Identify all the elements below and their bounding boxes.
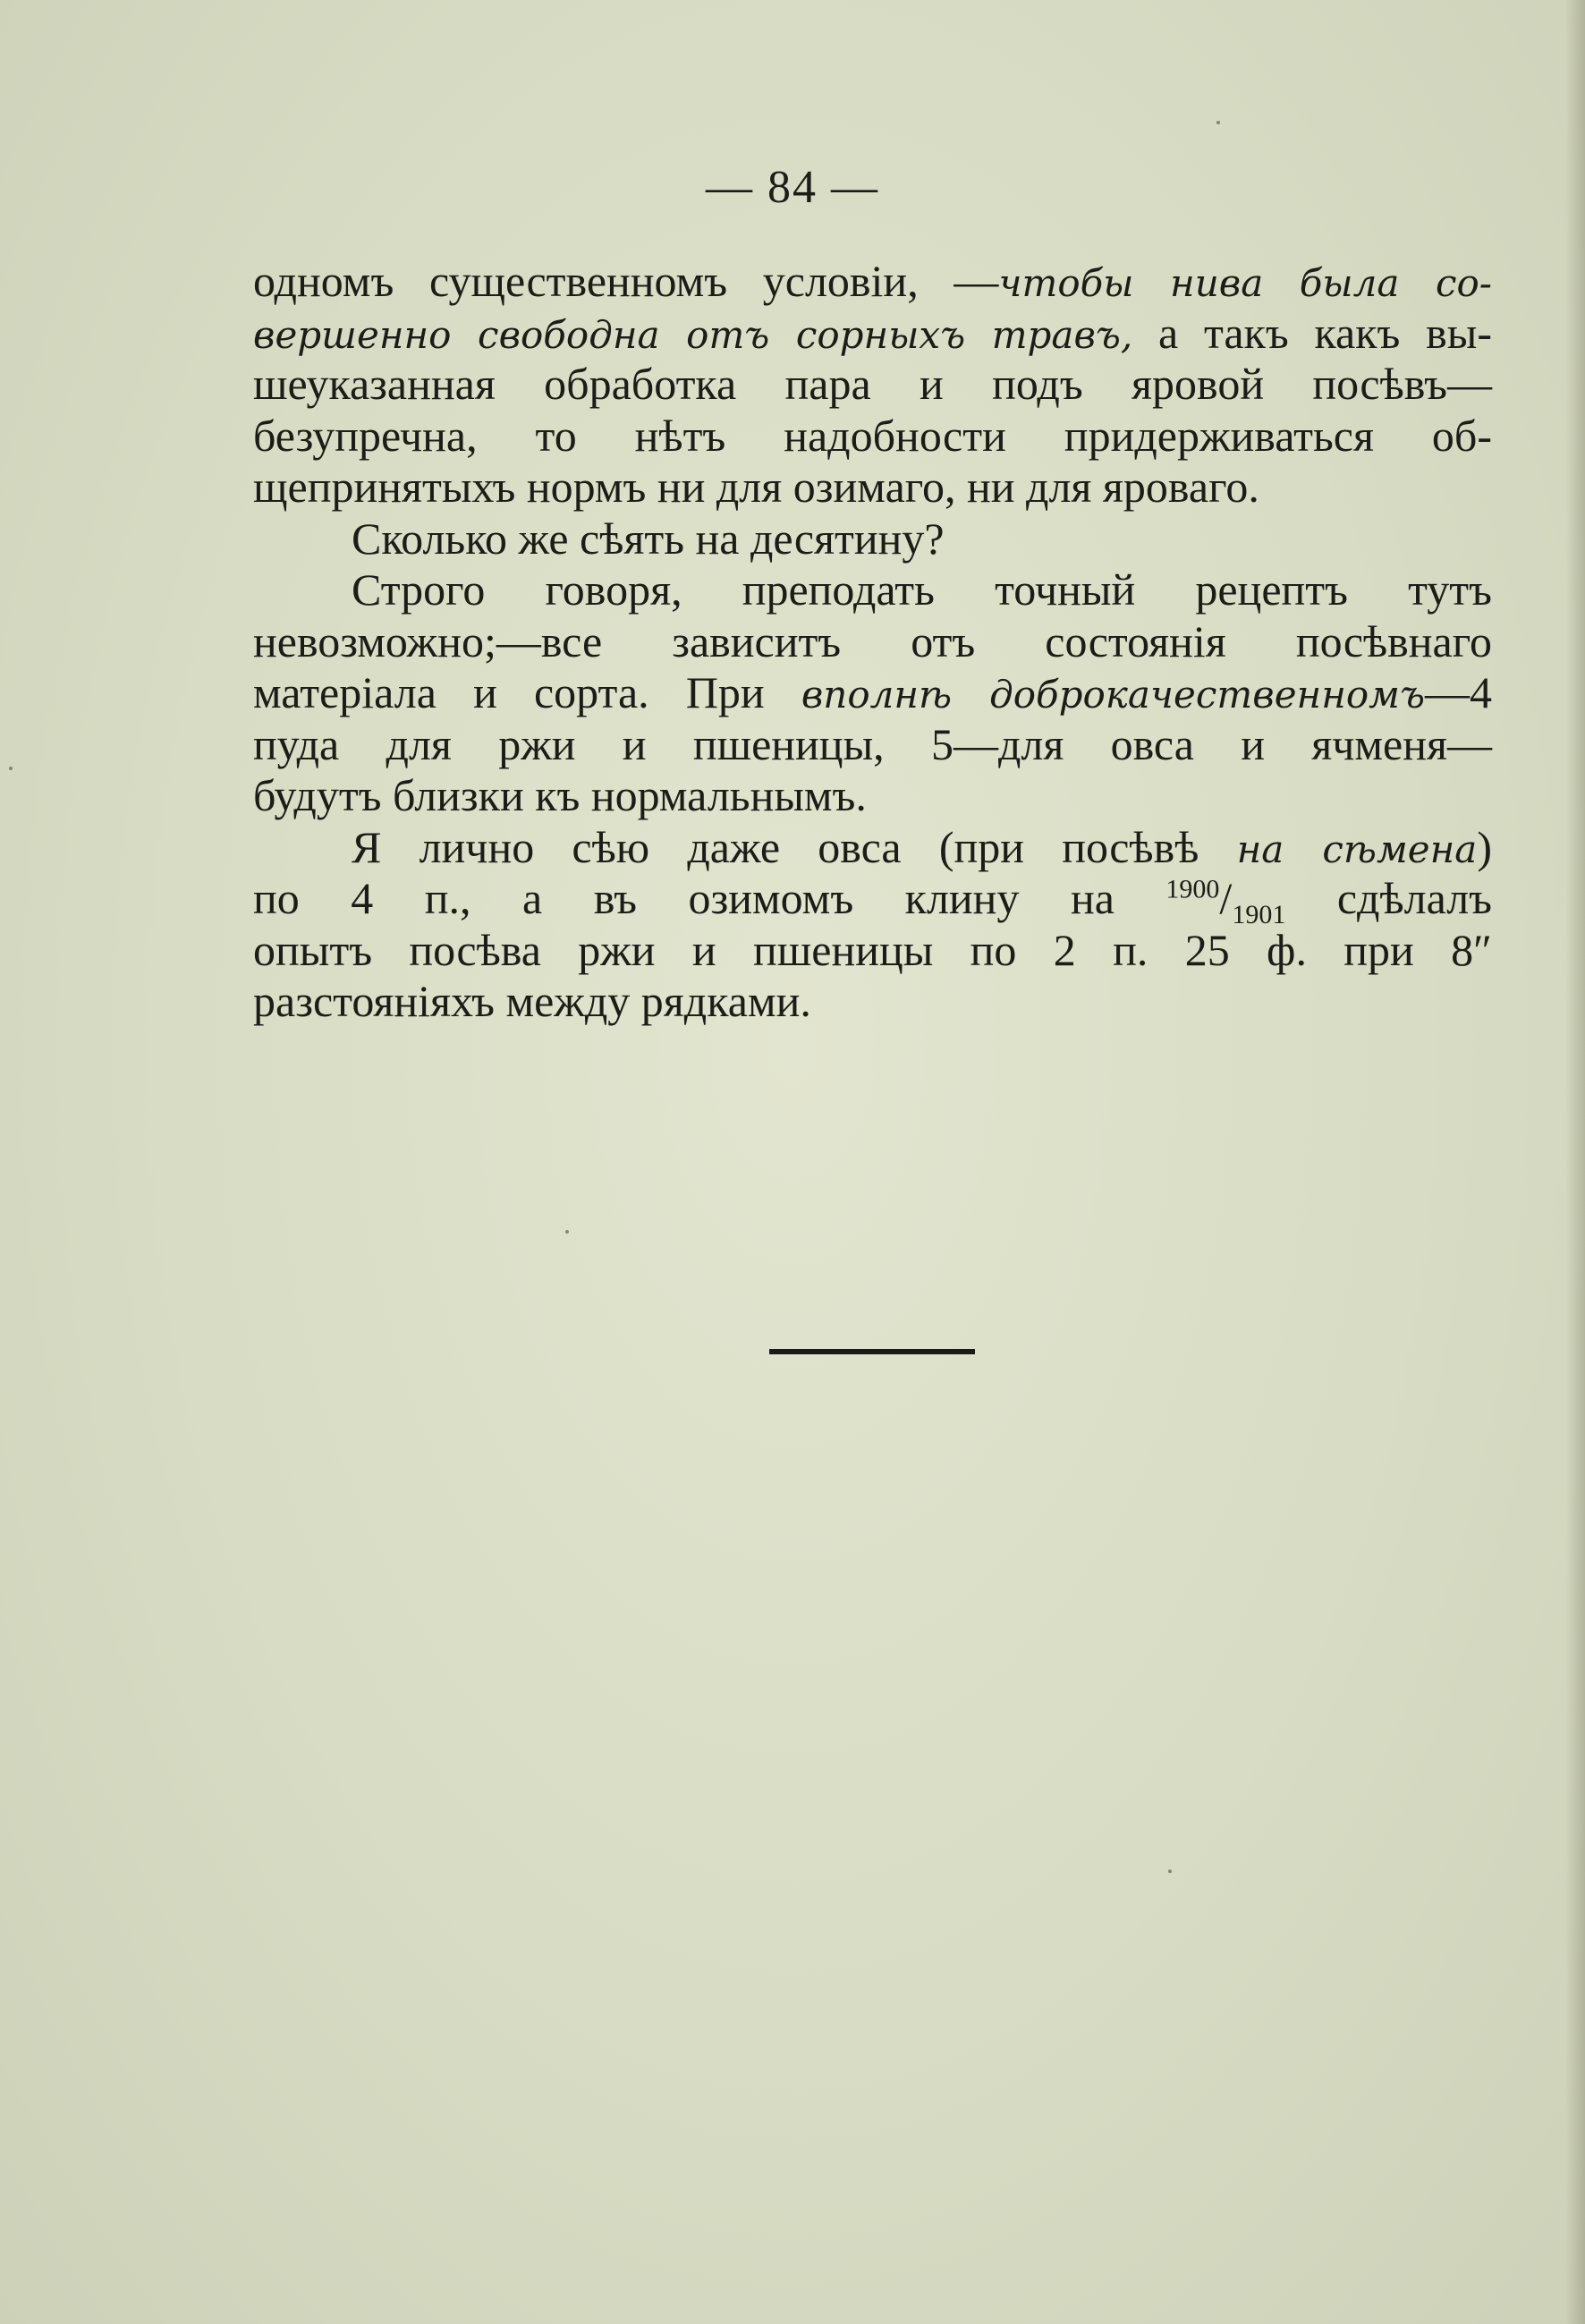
text-line <box>253 873 1493 929</box>
page-edge-shadow <box>1565 0 1585 2324</box>
italic-text: вполнѣ доброкачественномъ <box>801 673 1425 717</box>
section-end-rule <box>769 1349 975 1354</box>
italic-text: вершенно свободна отъ сорныхъ травъ, <box>253 312 1133 357</box>
body-text <box>253 256 1492 1028</box>
text-line <box>253 616 1492 668</box>
text-segment: невозможно;—все зависитъ отъ состоянія посѣвнаго <box>253 615 1492 666</box>
text-line <box>253 256 1492 308</box>
text-segment: а такъ какъ вы- <box>1132 307 1492 358</box>
text-line <box>253 411 1492 462</box>
paper-speck <box>9 767 13 770</box>
text-line <box>253 770 1492 822</box>
text-segment: матеріала и сорта. При <box>253 667 801 717</box>
text-segment: шеуказанная обработка пара и подъ яровой посѣвъ— <box>253 359 1492 409</box>
paper-speck <box>1168 1870 1172 1873</box>
text-segment: —4 <box>1425 667 1492 717</box>
subscript-text: 1901 <box>1232 900 1286 929</box>
text-line <box>253 513 1492 565</box>
page-number: — 84 — <box>706 162 879 213</box>
text-line <box>253 308 1492 360</box>
text-line <box>253 822 1492 874</box>
text-line <box>253 719 1492 771</box>
text-segment: одномъ существенномъ условіи, — <box>253 256 999 306</box>
italic-text: чтобы нива была со- <box>998 261 1492 305</box>
text-segment: пуда для ржи и пшеницы, 5—для овса и ячменя— <box>253 718 1492 769</box>
text-segment: безупречна, то нѣтъ надобности придерживаться об- <box>253 410 1492 461</box>
text-segment: / <box>1219 873 1233 923</box>
text-line <box>253 462 1492 513</box>
italic-text: на сѣмена <box>1236 827 1478 871</box>
paper-speck <box>1216 121 1220 124</box>
paper-speck <box>565 1230 569 1234</box>
text-segment: Строго говоря, преподать точный рецептъ тутъ <box>352 564 1492 615</box>
text-line <box>253 976 1492 1028</box>
text-line <box>253 564 1492 616</box>
text-segment: Сколько же сѣять на десятину? <box>352 513 945 564</box>
superscript-text: 1900 <box>1165 874 1220 904</box>
text-segment: по 4 п., а въ озимомъ клину на <box>253 873 1166 923</box>
text-segment: опытъ посѣва ржи и пшеницы по 2 п. 25 ф. при 8″ <box>253 924 1492 975</box>
text-line <box>253 359 1492 411</box>
text-line <box>253 925 1492 977</box>
text-segment: щепринятыхъ нормъ ни для озимаго, ни для яроваго. <box>253 462 1259 512</box>
text-line <box>253 667 1492 719</box>
text-segment: разстояніяхъ между рядками. <box>253 976 811 1026</box>
text-segment: Я лично сѣю даже овса (при посѣвѣ <box>352 821 1237 872</box>
text-segment: ) <box>1477 821 1492 872</box>
text-segment: будутъ близки къ нормальнымъ. <box>253 770 867 820</box>
text-segment: сдѣлалъ <box>1285 873 1493 923</box>
